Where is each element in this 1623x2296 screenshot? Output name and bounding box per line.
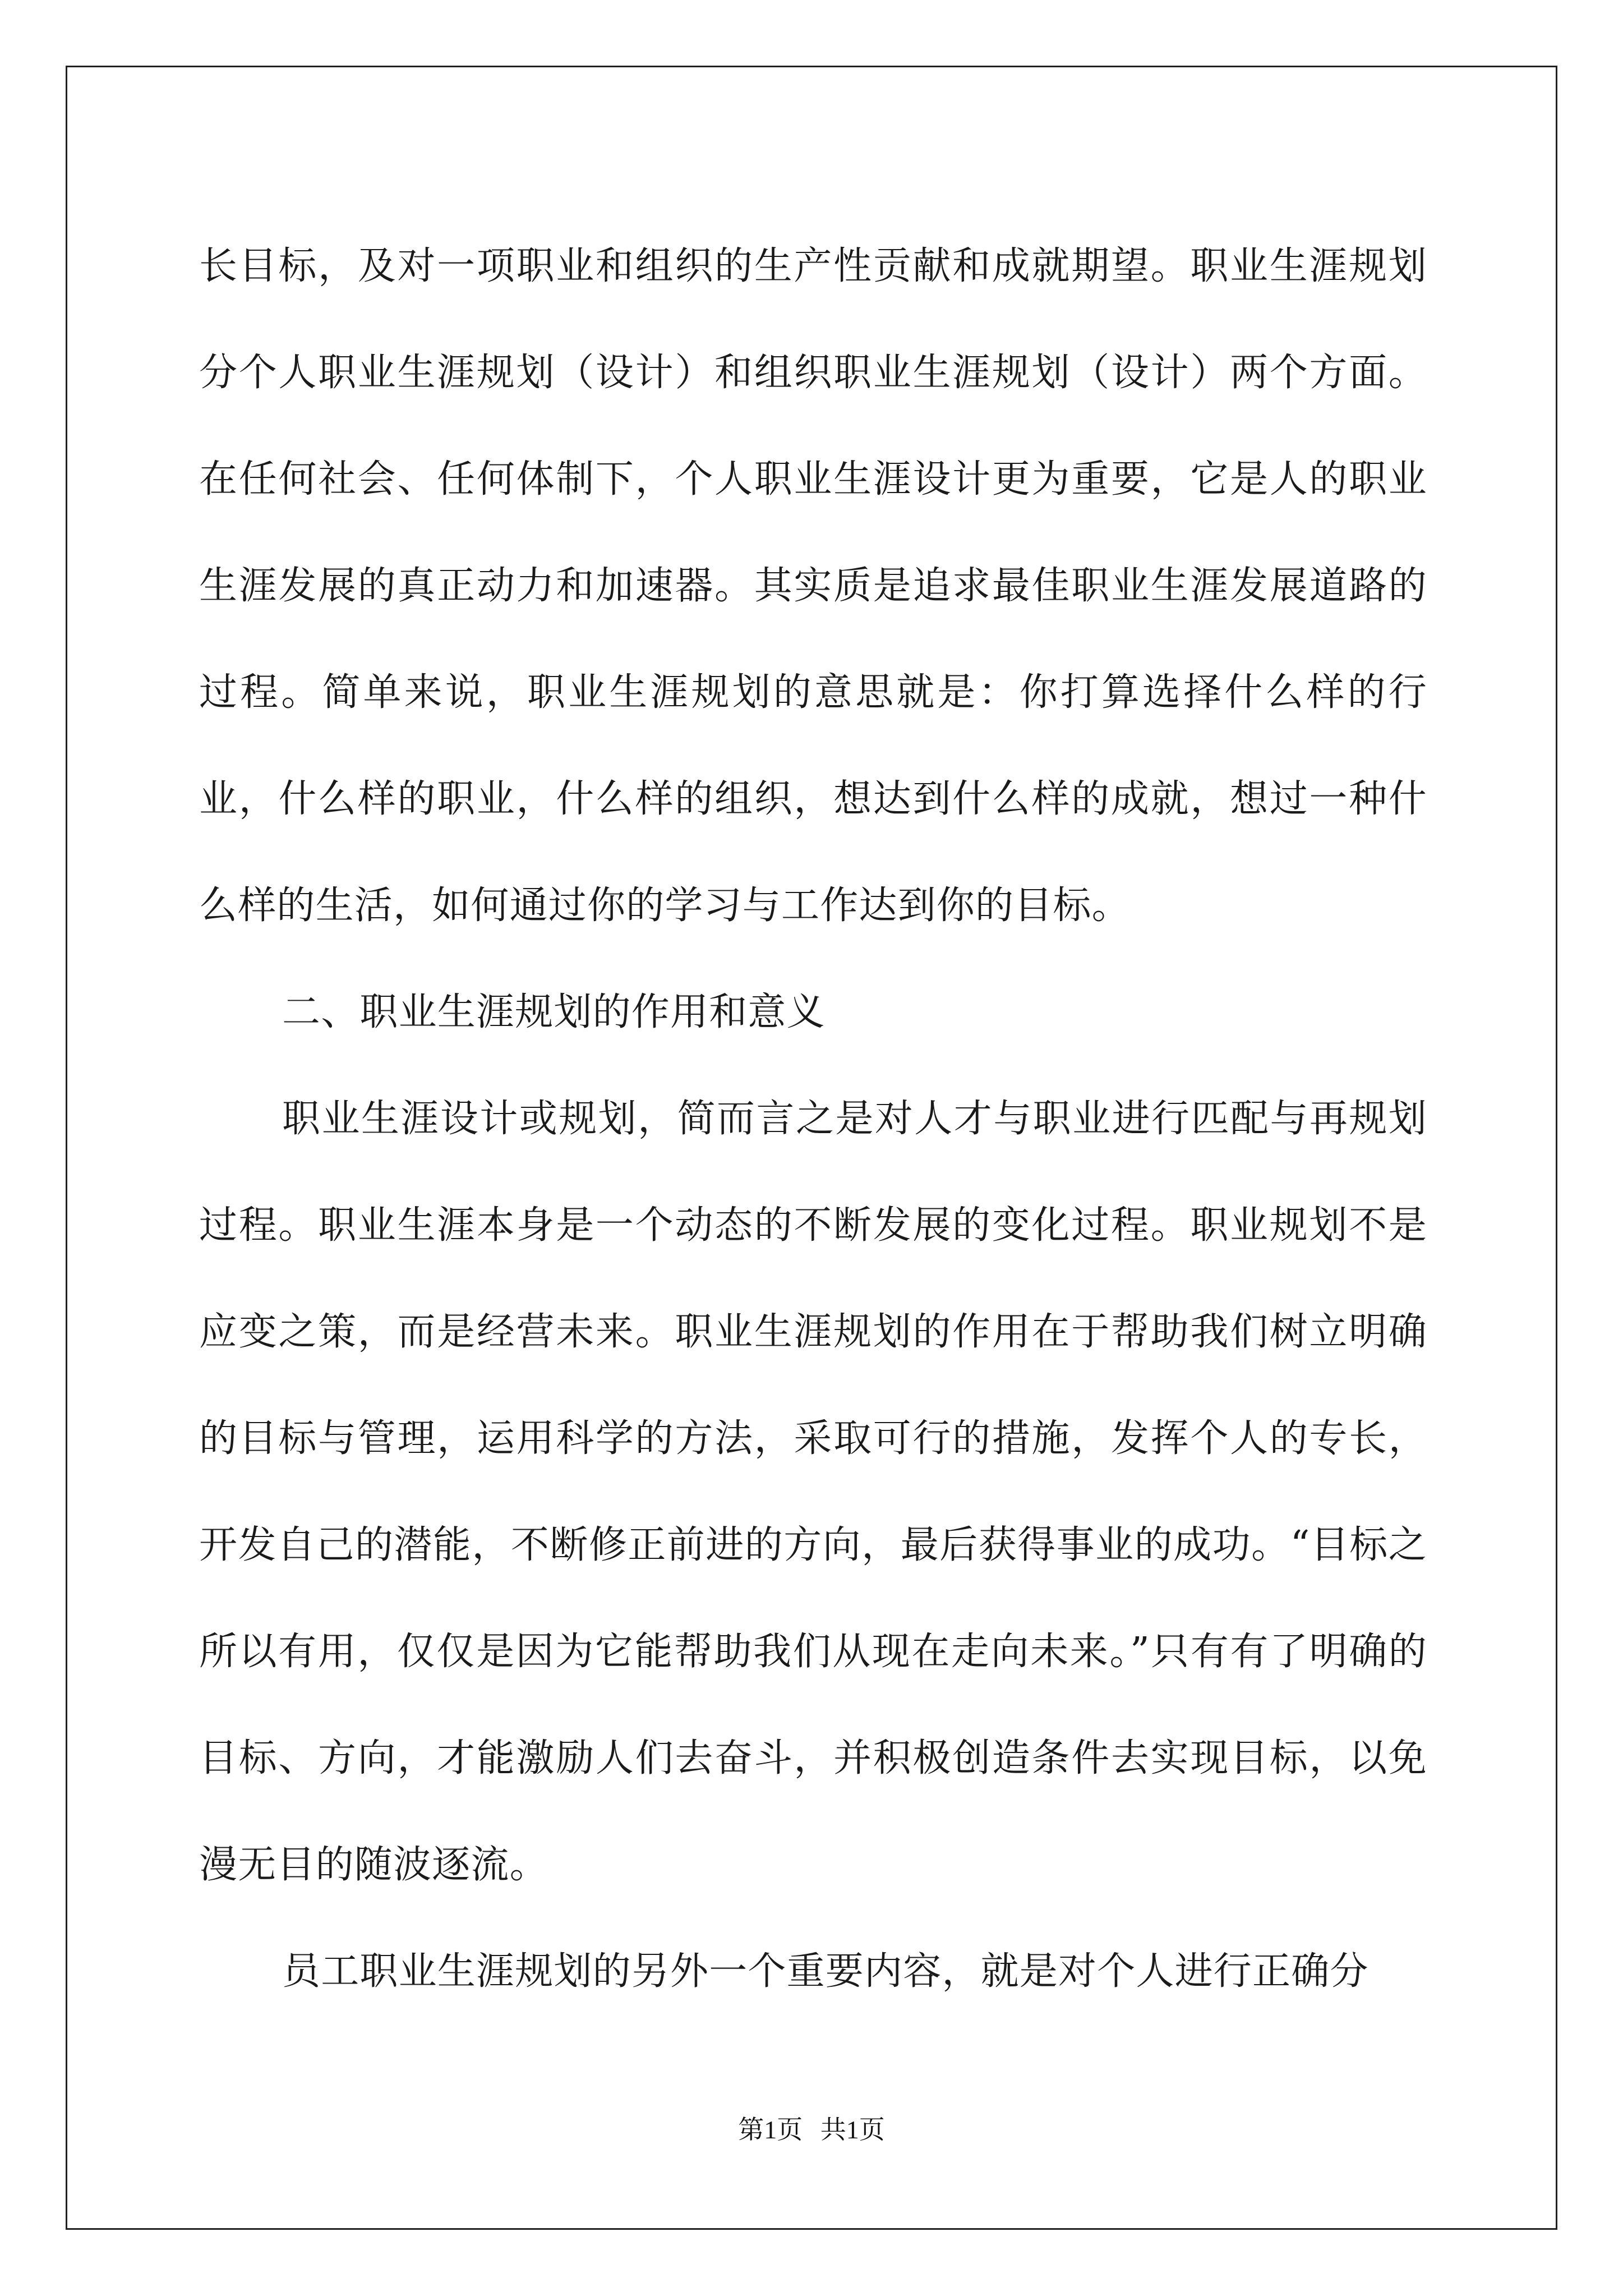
section-heading-role-and-meaning: 二、职业生涯规划的作用和意义	[282, 990, 826, 1034]
page-footer	[0, 2109, 1623, 2146]
paragraph-career-definition: 长目标，及对一项职业和组织的生产性贡献和成就期望。职业生涯规划分个人职业生涯规划（设计）和组织职业生涯规划（设计）两个方面。在任何社会、任何体制下，个人职业生涯设计更为重要，它是人的职业生涯发展的真正动力和加速器。其实质是追求最佳职业生涯发展道路的过程。简单来说，职业生涯规划的意思就是：你打算选择什么样的行业，什么样的职业，什么样的组织，想达到什么样的成就，想过一种什么样的生活，如何通过你的学习与工作达到你的目标。	[199, 244, 1427, 928]
document-body	[199, 213, 1427, 2025]
paragraph-employee-planning: 员工职业生涯规划的另外一个重要内容，就是对个人进行正确分	[282, 1949, 1369, 1994]
page-number: 第1页	[738, 2115, 803, 2144]
page-total: 共1页	[820, 2115, 885, 2144]
paragraph-role-of-planning: 职业生涯设计或规划，简而言之是对人才与职业进行匹配与再规划过程。职业生涯本身是一个动态的不断发展的变化过程。职业规划不是应变之策，而是经营未来。职业生涯规划的作用在于帮助我们树立明确的目标与管理，运用科学的方法，采取可行的措施，发挥个人的专长，开发自己的潜能，不断修正前进的方向，最后获得事业的成功。“目标之所以有用，仅仅是因为它能帮助我们从现在走向未来。”只有有了明确的目标、方向，才能激励人们去奋斗，并积极创造条件去实现目标，以免漫无目的随波逐流。	[199, 1097, 1427, 1887]
